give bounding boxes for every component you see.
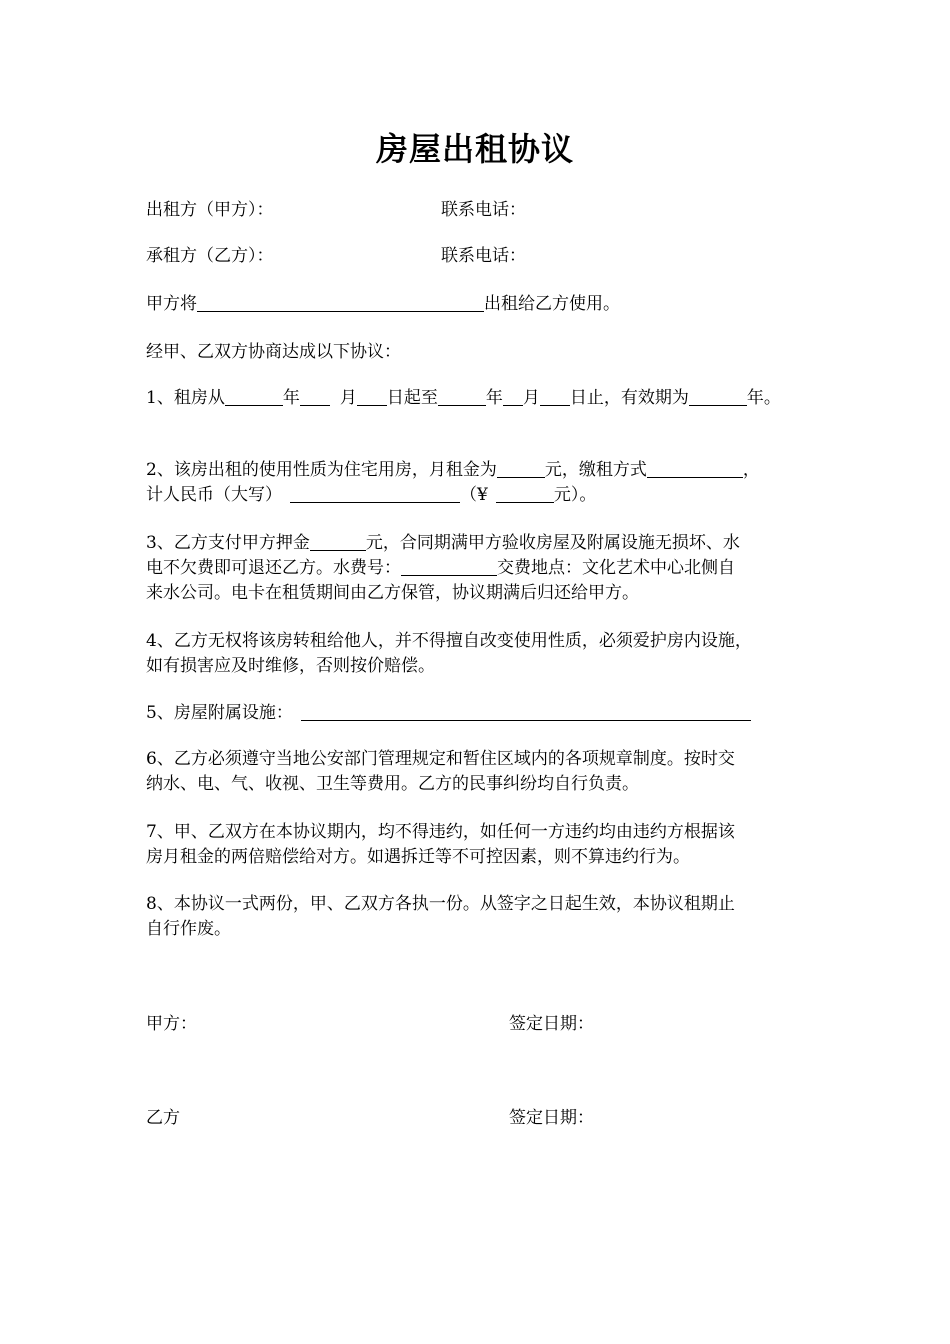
clause-3-line-2 — [146, 555, 735, 581]
clause-1-text: 年。 — [746, 388, 781, 408]
clause-2-text: ， — [742, 460, 760, 480]
clause-3-text: 元，合同期满甲方验收房屋及附属设施无损坏、水 — [365, 533, 740, 553]
clause-3-line-3: 来水公司。电卡在租赁期间由乙方保管，协议期满后归还给甲方。 — [146, 583, 639, 603]
clause-3-text: 电不欠费即可退还乙方。水费号： — [146, 558, 401, 578]
amount-in-words-blank[interactable] — [290, 484, 460, 503]
amount-numeric-blank[interactable] — [496, 484, 554, 503]
facilities-blank[interactable] — [301, 702, 751, 721]
document-title: 房屋出租协议 — [375, 130, 574, 168]
premises-line — [146, 291, 620, 317]
premises-prefix: 甲方将 — [146, 294, 197, 314]
clause-5-label: 5、房屋附属设施： — [146, 703, 293, 723]
clause-2-text: 元，缴租方式 — [544, 460, 647, 480]
clause-7-line-1: 7、甲、乙双方在本协议期内，均不得违约，如任何一方违约均由违约方根据该 — [146, 822, 735, 842]
clause-3-text: 交费地点：文化艺术中心北侧自 — [497, 558, 735, 578]
clause-2-text: 元）。 — [553, 485, 597, 505]
water-account-blank[interactable] — [401, 557, 497, 576]
agreement-intro: 经甲、乙双方协商达成以下协议： — [146, 342, 401, 362]
clause-6-line-1: 6、乙方必须遵守当地公安部门管理规定和暂住区域内的各项规章制度。按时交 — [146, 749, 735, 769]
payment-method-blank[interactable] — [647, 459, 743, 478]
clause-2-line-2 — [146, 482, 596, 508]
end-day-blank[interactable] — [540, 387, 570, 406]
lessee-label: 承租方（乙方）： — [146, 246, 274, 266]
clause-3-line-1 — [146, 530, 740, 556]
party-a-signature-label: 甲方： — [146, 1014, 197, 1034]
lessor-phone-label: 联系电话： — [441, 200, 526, 220]
monthly-rent-blank[interactable] — [497, 459, 545, 478]
clause-3-text: 3、乙方支付甲方押金 — [146, 533, 310, 553]
end-year-blank[interactable] — [438, 387, 486, 406]
clause-1-text: 年 — [282, 388, 300, 408]
clause-8-line-1: 8、本协议一式两份，甲、乙双方各执一份。从签字之日起生效，本协议租期止 — [146, 894, 735, 914]
clause-1 — [146, 385, 781, 411]
start-year-blank[interactable] — [225, 387, 283, 406]
start-month-blank[interactable] — [300, 387, 330, 406]
clause-1-text: 年 — [485, 388, 503, 408]
lessee-phone-label: 联系电话： — [441, 246, 526, 266]
clause-8-line-2: 自行作废。 — [146, 919, 231, 939]
end-month-blank[interactable] — [503, 387, 523, 406]
clause-2-text: 2、该房出租的使用性质为住宅用房，月租金为 — [146, 460, 497, 480]
clause-2-text: （¥ — [460, 485, 488, 505]
clause-5 — [146, 700, 751, 726]
validity-years-blank[interactable] — [689, 387, 747, 406]
clause-7-line-2: 房月租金的两倍赔偿给对方。如遇拆迁等不可控因素，则不算违约行为。 — [146, 847, 690, 867]
party-b-signature-label: 乙方 — [146, 1108, 180, 1128]
clause-4-line-1: 4、乙方无权将该房转租给他人，并不得擅自改变使用性质，必须爱护房内设施， — [146, 631, 752, 651]
party-b-date-label: 签定日期： — [509, 1108, 594, 1128]
clause-2-text: 计人民币（大写） — [146, 485, 282, 505]
clause-1-text: 日起至 — [386, 388, 438, 408]
clause-6-line-2: 纳水、电、气、收视、卫生等费用。乙方的民事纠纷均自行负责。 — [146, 774, 639, 794]
lessor-label: 出租方（甲方）： — [146, 200, 274, 220]
clause-2-line-1 — [146, 457, 760, 483]
deposit-blank[interactable] — [310, 532, 366, 551]
clause-4-line-2: 如有损害应及时维修，否则按价赔偿。 — [146, 656, 435, 676]
start-day-blank[interactable] — [357, 387, 387, 406]
clause-1-text: 月 — [339, 388, 357, 408]
clause-1-text: 日止，有效期为 — [569, 388, 689, 408]
premises-suffix: 出租给乙方使用。 — [484, 294, 620, 314]
party-a-date-label: 签定日期： — [509, 1014, 594, 1034]
clause-1-text: 1、租房从 — [146, 388, 225, 408]
premises-blank[interactable] — [197, 293, 484, 312]
clause-1-text: 月 — [522, 388, 540, 408]
